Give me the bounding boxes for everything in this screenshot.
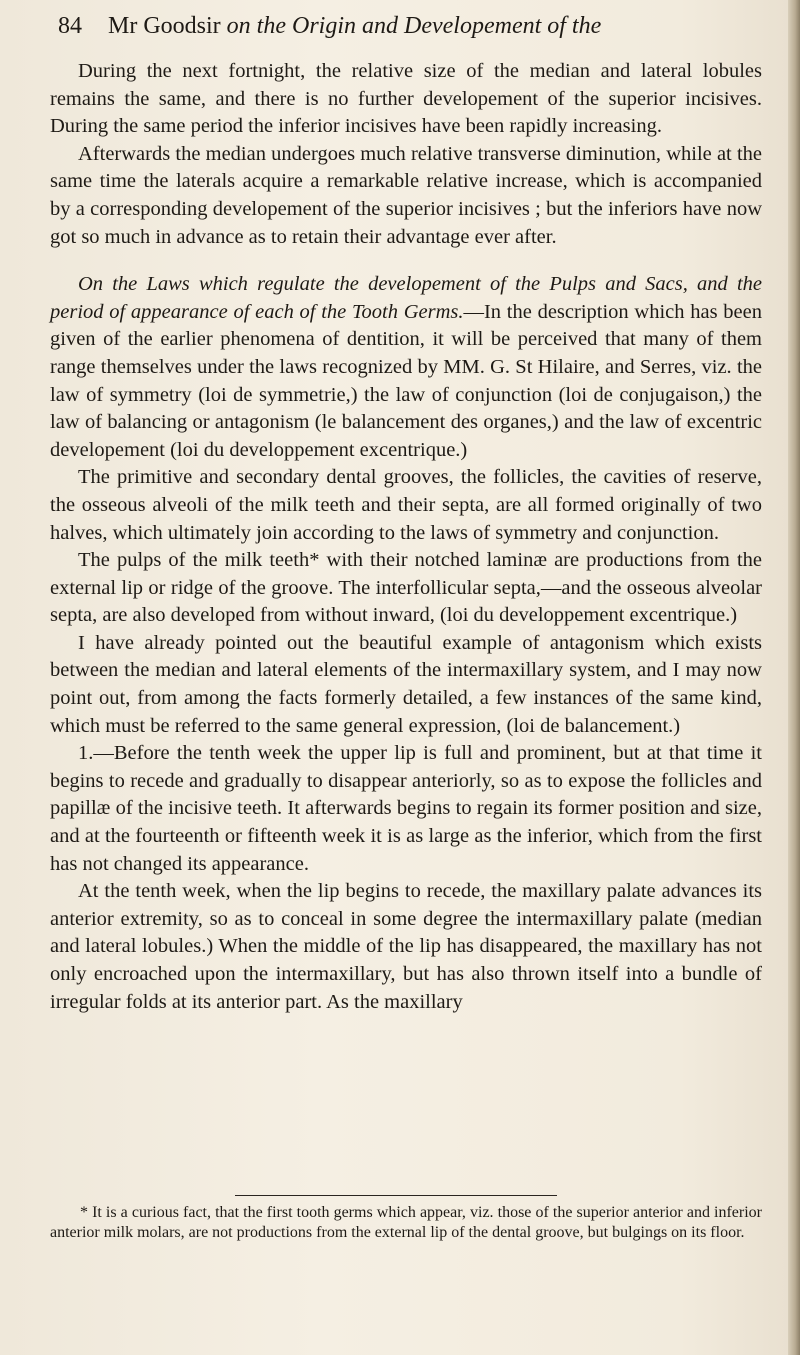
paragraph-text: 1.—Before the tenth week the upper lip is full and prominent, but at that time it begins to recede and gradually to disappear anteriorly, so as to expose the follicles and papillæ of the incisive teeth. It afterwards begins to regain its former position and size, and at the fourteenth or fifteenth week it is as large as the inferior, which from the first has not changed its appearance. xyxy=(50,742,762,875)
paragraph xyxy=(50,630,762,740)
paragraph-text: During the next fortnight, the relative size of the median and lateral lobules remains the same, and there is no further developement of the superior incisives. During the same period the inferior incisives have been rapidly increasing. xyxy=(50,60,762,138)
paragraph-text: The primitive and secondary dental grooves, the follicles, the cavities of reserve, the osseous alveoli of the milk teeth and their septa, are all formed originally of two halves, which ultimately join according to the laws of symmetry and conjunction. xyxy=(50,466,762,544)
body-text xyxy=(50,58,762,1016)
paragraph-text: Afterwards the median undergoes much relative transverse diminution, while at the same time the laterals acquire a remarkable relative increase, which is accompanied by a corresponding developement of the superior incisives ; but the inferiors have now got so much in advance as to retain their advantage ever after. xyxy=(50,142,762,248)
paragraph xyxy=(50,547,762,630)
paragraph-text: At the tenth week, when the lip begins to recede, the maxillary palate advances its anterior extremity, so as to conceal in some degree the intermaxillary palate (median and lateral lobules.) When the middle of the lip has disappeared, the maxillary has not only encroached upon the intermaxillary, but has also thrown itself into a bundle of irregular folds at its anterior part. As the maxillary xyxy=(50,880,762,1013)
section-heading: On the Laws which regulate the developement of the Pulps and Sacs, and the period of appearance of each of the Tooth Germs. xyxy=(50,273,762,323)
footnote-rule xyxy=(235,1195,557,1196)
paragraph xyxy=(50,878,762,1016)
running-head xyxy=(58,6,758,46)
paragraph xyxy=(50,58,762,141)
running-title-author: Mr Goodsir xyxy=(108,13,221,39)
paragraph xyxy=(50,740,762,878)
running-title-italic: on the Origin and Developement of the xyxy=(226,13,602,39)
section-paragraph xyxy=(50,271,762,464)
footnote xyxy=(50,1203,762,1243)
page-number: 84 xyxy=(58,13,82,39)
footnote-text: * It is a curious fact, that the first tooth germs which appear, viz. those of the superior anterior and inferior anterior milk molars, are not productions from the external lip of the dental groove, but bulgings on its floor. xyxy=(50,1204,762,1241)
paragraph-text: I have already pointed out the beautiful example of antagonism which exists between the median and lateral elements of the intermaxillary system, and I may now point out, from among the facts formerly detailed, a few instances of the same kind, which must be referred to the same general expression, (loi de balancement.) xyxy=(50,631,762,737)
page-edge xyxy=(788,0,800,1355)
paragraph xyxy=(50,464,762,547)
paragraph-text: The pulps of the milk teeth* with their notched laminæ are productions from the external lip or ridge of the groove. The interfollicular septa,—and the osseous alveolar septa, are also developed from without inward, (loi du developpement excentrique.) xyxy=(50,549,762,627)
paragraph xyxy=(50,141,762,251)
paragraph-text: —In the description which has been given of the earlier phenomena of dentition, it will be perceived that many of them range themselves under the laws recognized by MM. G. St Hilaire, and Serres, viz. the law of symmetry (loi de symmetrie,) the law of conjunction (loi de conjugaison,) the law of balancing or antagonism (le balancement des organes,) and the law of excentric developement (loi du developpement excentrique.) xyxy=(50,300,762,461)
